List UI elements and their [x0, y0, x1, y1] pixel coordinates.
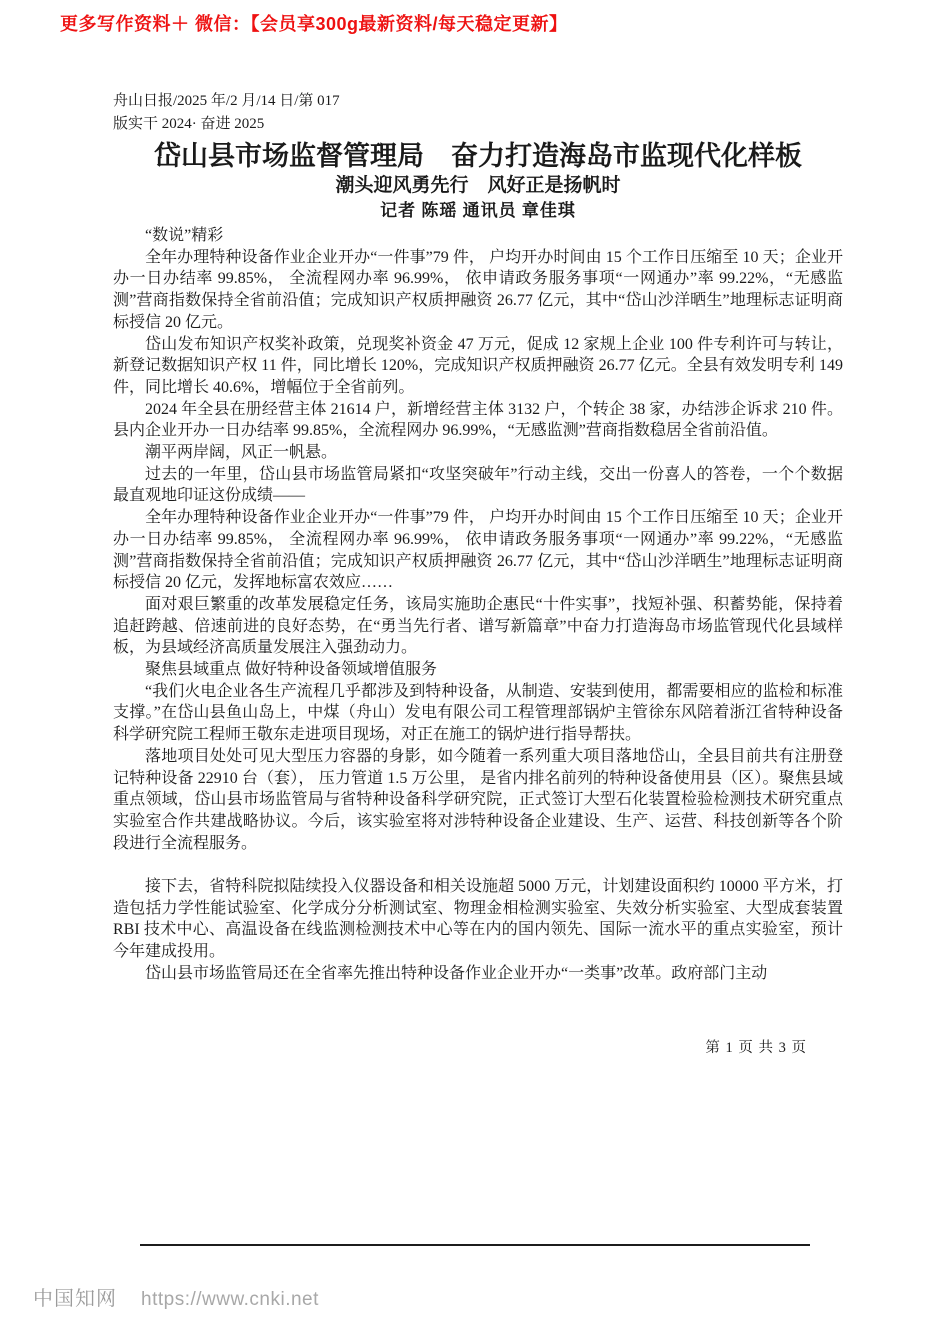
page-number-indicator: 第 1 页 共 3 页 — [705, 1040, 807, 1056]
paragraph: 接下去，省特科院拟陆续投入仪器设备和相关设施超 5000 万元，计划建设面积约 10000 平方米，打造包括力学性能试验室、化学成分分析测试室、物理金相检测实验室、失效分析实验室、大型成套装置 RBI 技术中心、高温设备在线监测检测技术中心等在内的国内领先、国际一流水平的重点实验室，预计今年建成投用。 — [113, 878, 843, 961]
paragraph: “数说”精彩 — [145, 227, 224, 244]
source-meta-line-2: 版实干 2024· 奋进 2025 — [113, 116, 265, 132]
cnki-url-text: https://www.cnki.net — [141, 1289, 319, 1310]
article-title: 岱山县市场监督管理局 奋力打造海岛市监现代化样板 — [154, 141, 802, 171]
paragraph: 落地项目处处可见大型压力容器的身影，如今随着一系列重大项目落地岱山，全县目前共有注册登记特种设备 22910 台（套）， 压力管道 1.5 万公里， 是省内排名前列的特种设备使用县（区）。聚焦县域重点领域，岱山县市场监管局与省特种设备科学研究院，正式签订大型石化装置检验检测技术研究重点实验室合作共建战略协议。今后，该实验室将对涉特种设备企业建设、生产、运营、科技创新等各个阶段进行全流程服务。 — [113, 747, 843, 852]
promo-banner-text: 更多写作资料＋ 微信：【会员享300g最新资料/每天稳定更新】 — [60, 14, 568, 34]
document-page — [113, 90, 843, 985]
article-byline: 记者 陈瑶 通讯员 章佳琪 — [380, 201, 576, 220]
source-meta-line-1: 舟山日报/2025 年/2 月/14 日/第 017 — [113, 93, 340, 109]
cnki-brand-text: 中国知网 — [33, 1288, 117, 1310]
footnote-divider-line — [140, 1244, 810, 1246]
paragraph: 2024 年全县在册经营主体 21614 户，新增经营主体 3132 户，个转企 38 家，办结涉企诉求 210 件。县内企业开办一日办结率 99.85%，全流程网办 96.99%，“无感监测”营商指数稳居全省前沿值。 — [113, 400, 843, 440]
cnki-watermark — [33, 1286, 319, 1313]
section-heading: 聚焦县域重点 做好特种设备领域增值服务 — [145, 661, 438, 679]
paragraph: 岱山发布知识产权奖补政策，兑现奖补资金 47 万元，促成 12 家规上企业 100 件专利许可与转让，新登记数据知识产权 11 件，同比增长 120%，完成知识产权质押融资 26.77 亿元。全县有效发明专利 149 件，同比增长 40.6%，增幅位于全省前列。 — [113, 335, 843, 396]
paragraph: 岱山县市场监管局还在全省率先推出特种设备作业企业开办“一类事”改革。政府部门主动 — [145, 964, 768, 982]
paragraph: 潮平两岸阔，风正一帆悬。 — [145, 444, 338, 462]
paragraph: 面对艰巨繁重的改革发展稳定任务，该局实施助企惠民“十件实事”，找短补强、积蓄势能，保持着追赶跨越、倍速前进的良好态势，在“勇当先行者、谱写新篇章”中奋力打造海岛市场监管现代化县域样板，为县域经济高质量发展注入强劲动力。 — [113, 595, 843, 657]
paragraph: 全年办理特种设备作业企业开办“一件事”79 件， 户均开办时间由 15 个工作日压缩至 10 天；企业开办一日办结率 99.85%， 全流程网办率 96.99%， 依申请政务服务事项“一网通办”率 99.22%，“无感监测”营商指数保持全省前沿值；完成知识产权质押融资 26.77 亿元，其中“岱山沙洋晒生”地理标志证明商标授信 20 亿元，发挥地标富农效应…… — [113, 509, 843, 592]
paragraph: 全年办理特种设备作业企业开办“一件事”79 件， 户均开办时间由 15 个工作日压缩至 10 天；企业开办一日办结率 99.85%， 全流程网办率 96.99%， 依申请政务服务事项“一网通办”率 99.22%，“无感监测”营商指数保持全省前沿值；完成知识产权质押融资 26.77 亿元，其中“岱山沙洋晒生”地理标志证明商标授信 20 亿元。 — [113, 248, 843, 331]
article-subtitle: 潮头迎风勇先行 风好正是扬帆时 — [335, 175, 621, 196]
paragraph: “我们火电企业各生产流程几乎都涉及到特种设备，从制造、安装到使用，都需要相应的监检和标准支撑。”在岱山县鱼山岛上，中煤（舟山）发电有限公司工程管理部锅炉主管徐东风陪着浙江省特种设备科学研究院工程师王敬东走进项目现场，对正在施工的锅炉进行指导帮扶。 — [113, 682, 843, 744]
paragraph: 过去的一年里，岱山县市场监管局紧扣“攻坚突破年”行动主线，交出一份喜人的答卷，一个个数据最直观地印证这份成绩—— — [113, 465, 843, 505]
